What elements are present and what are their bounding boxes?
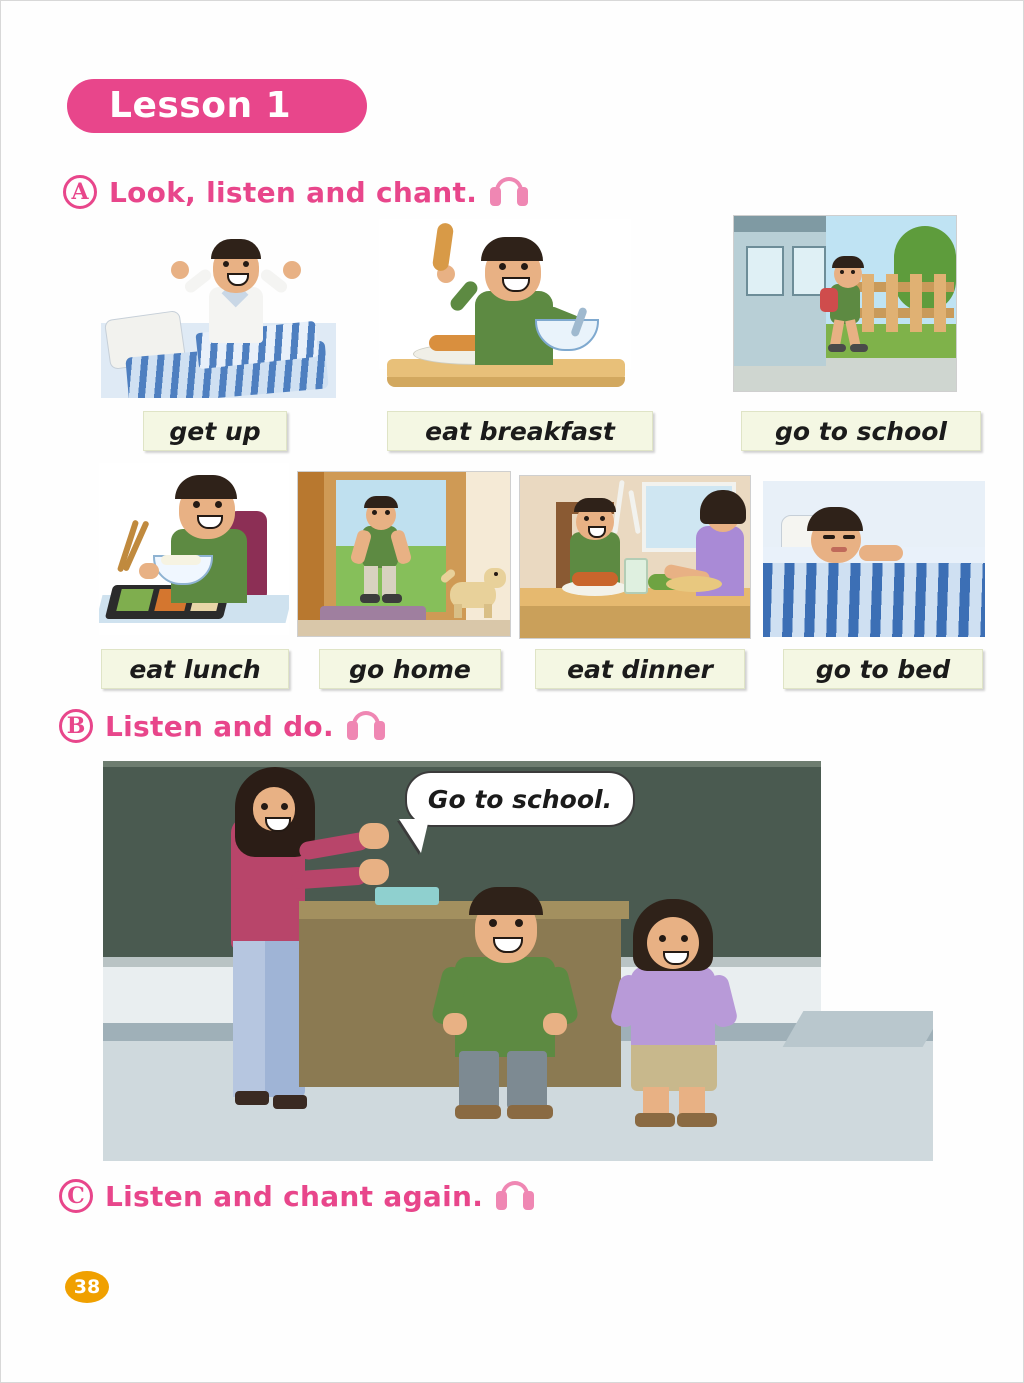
word-label-go-home: go home	[319, 649, 501, 689]
section-a-title: Look, listen and chant.	[109, 175, 478, 209]
word-label-eat-lunch: eat lunch	[101, 649, 289, 689]
section-c-title: Listen and chant again.	[105, 1179, 484, 1213]
headphones-icon	[489, 177, 529, 207]
illustration-go-to-bed	[763, 481, 985, 637]
lesson-title-pill	[67, 79, 367, 133]
illustration-go-home	[297, 471, 511, 637]
section-b-heading	[59, 709, 386, 743]
illustration-go-to-school	[733, 215, 957, 392]
illustration-get-up	[101, 223, 336, 398]
section-letter-b: B	[59, 709, 93, 743]
section-b-title: Listen and do.	[105, 709, 334, 743]
section-c-heading	[59, 1179, 535, 1213]
section-letter-a: A	[63, 175, 97, 209]
page-number: 38	[65, 1271, 109, 1303]
word-label-eat-breakfast: eat breakfast	[387, 411, 653, 451]
word-label-eat-dinner: eat dinner	[535, 649, 745, 689]
illustration-eat-breakfast	[379, 219, 631, 399]
speech-bubble-tail	[399, 819, 429, 853]
illustration-eat-dinner	[519, 475, 751, 639]
word-label-get-up: get up	[143, 411, 287, 451]
word-label-go-to-school: go to school	[741, 411, 981, 451]
section-letter-c: C	[59, 1179, 93, 1213]
speech-bubble: Go to school.	[405, 771, 635, 827]
headphones-icon	[346, 711, 386, 741]
headphones-icon	[495, 1181, 535, 1211]
illustration-eat-lunch	[99, 463, 289, 635]
word-label-go-to-bed: go to bed	[783, 649, 983, 689]
lesson-title: Lesson 1	[109, 85, 292, 126]
section-a-heading	[63, 175, 529, 209]
